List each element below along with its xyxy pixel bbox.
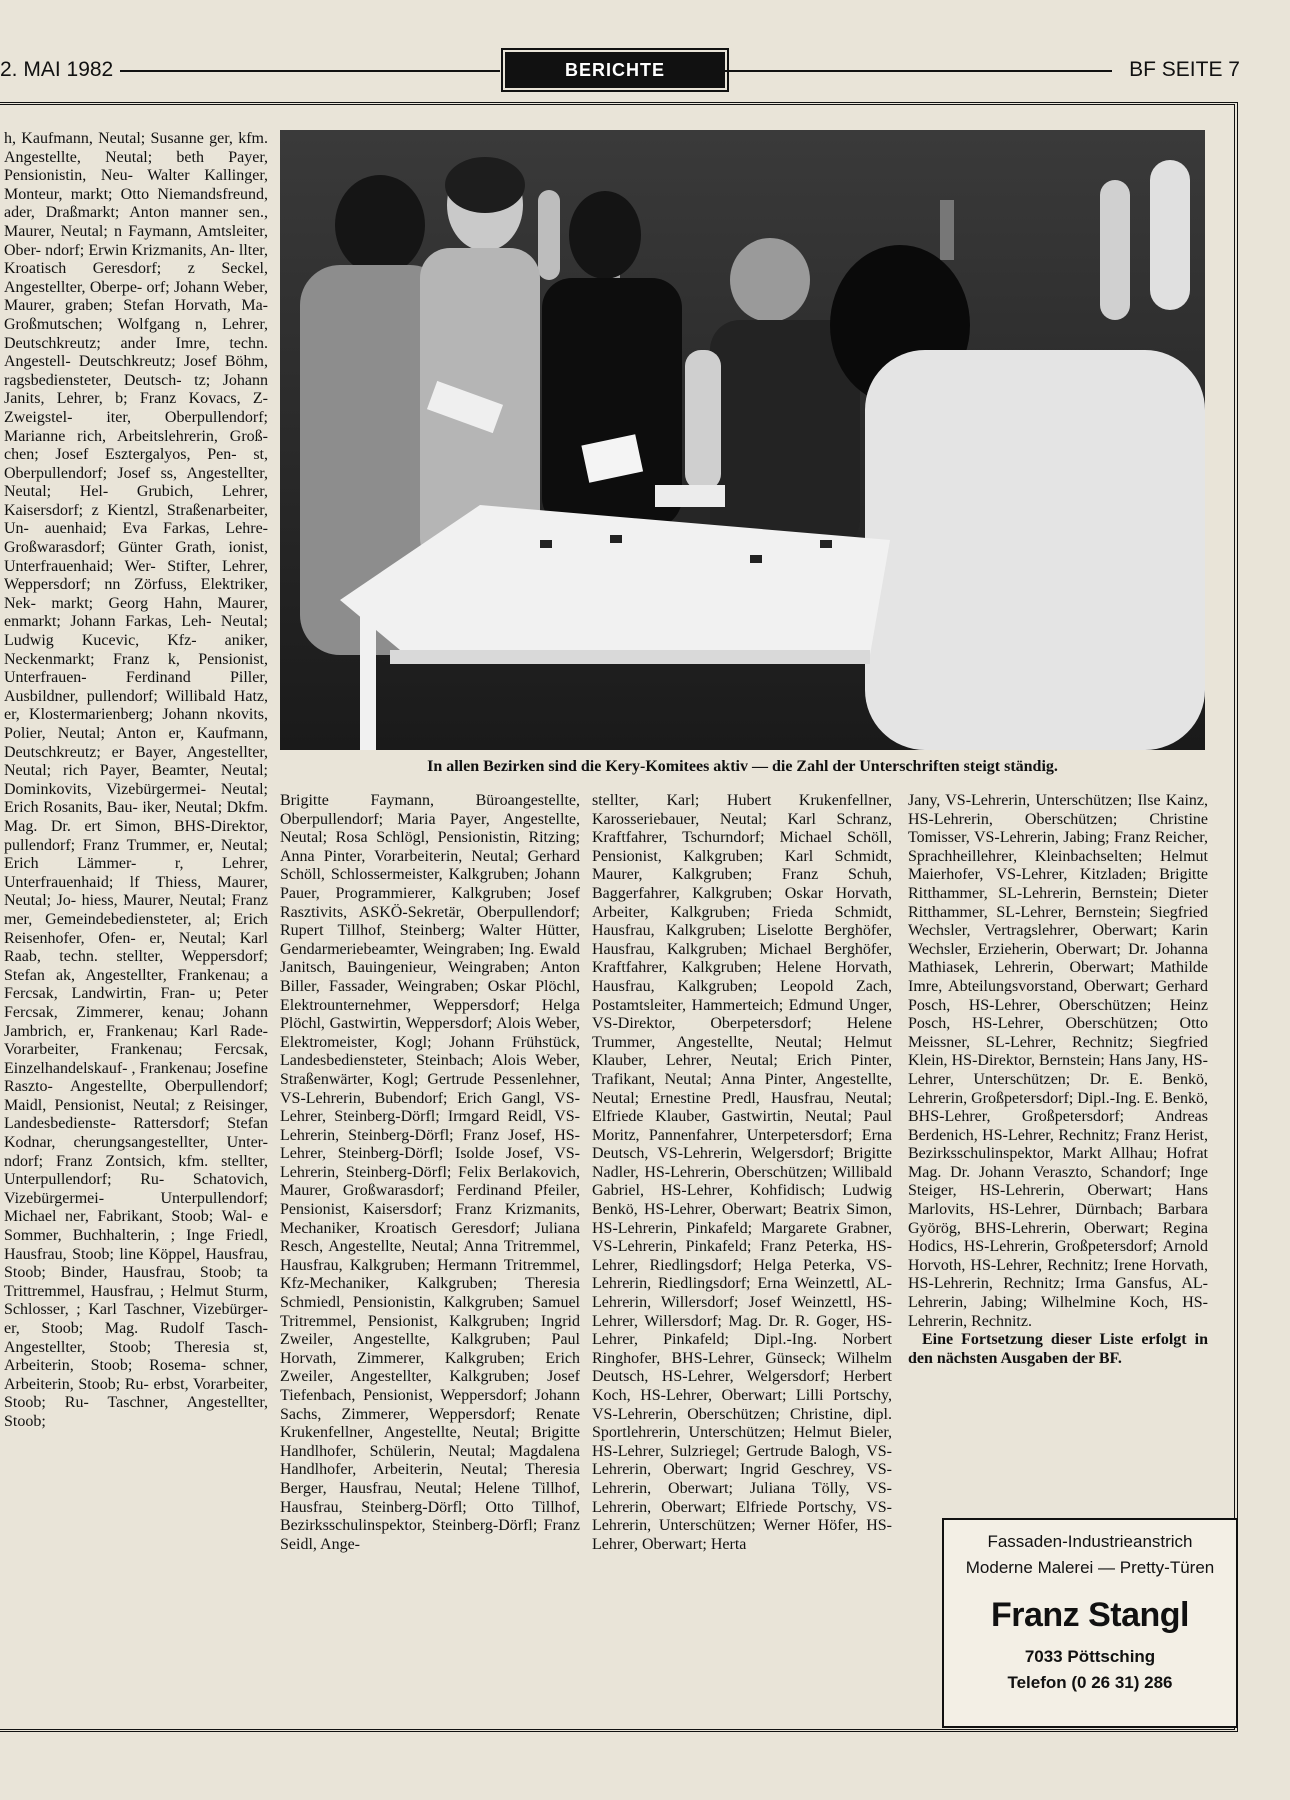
ad-phone: Telefon (0 26 31) 286 — [1007, 1673, 1173, 1692]
text-column-2 — [280, 792, 580, 1554]
photo-illustration — [280, 130, 1205, 750]
issue-date: 2. MAI 1982 — [0, 58, 114, 81]
photo-caption: In allen Bezirken sind die Kery-Komitees aktiv — die Zahl der Unterschriften steigt ständig. — [427, 758, 1058, 775]
page-number: BF SEITE 7 — [1129, 58, 1240, 81]
column-1-text: h, Kaufmann, Neutal; Susanne ger, kfm. Angestellte, Neutal; beth Payer, Pensionistin, Neu- Walter Kallinger, Monteur, markt; Otto Niemandsfreund, ader, Draßmarkt; Anton manner sen., Maurer, Neutal; n Faymann, Amtsleiter, Ober- ndorf; Erwin Krizmanits, An- llter, Kroatisch Geresdorf; z Seckel, Angestellter, Oberpe- orf; Johann Weber, Maurer, graben; Stefan Horvath, Ma- Großmutschen; Wolfgang n, Lehrer, Deutschkreutz; ander Imre, techn. Angestell- Deutschkreutz; Josef Böhm, ragsbediensteter, Deutsch- tz; Johann Janits, Lehrer, b; Franz Kovacs, Z-Zweigstel- iter, Oberpullendorf; Marianne rich, Arbeitslehrerin, Groß- chen; Josef Esztergalyos, Pen- st, Oberpullendorf; Josef ss, Angestellter, Neutal; Hel- Grubich, Lehrer, Kaisersdorf; z Kientzl, Straßenarbeiter, Un- auenhaid; Eva Farkas, Lehre- Großwarasdorf; Günter Grath, ionist, Unterfrauenhaid; Wer- Stifter, Lehrer, Weppersdorf; nn Zörfuss, Elektriker, Nek- markt; Georg Hahn, Maurer, enmarkt; Johann Farkas, Leh- Neutal; Ludwig Kucevic, Kfz- aniker, Neckenmarkt; Franz k, Pensionist, Unterfrauen- Ferdinand Piller, Ausbildner, pullendorf; Willibald Hatz, er, Klostermarienberg; Johann nkovits, Polier, Neutal; Anton er, Kaufmann, Deutschkreutz; er Bayer, Angestellter, Neutal; rich Payer, Beamter, Neutal; Dominkovits, Vizebürgermei- Neutal; Erich Rosanits, Bau- iker, Neutal; Dkfm. Mag. Dr. ert Simon, BHS-Direktor, pullendorf; Franz Trummer, er, Neutal; Erich Lämmer- r, Lehrer, Unterfrauenhaid; lf Thiess, Maurer, Neutal; Jo- hiess, Maurer, Neutal; Franz mer, Gemeindebediensteter, al; Erich Reisenhofer, Ofen- er, Neutal; Karl Raab, techn. stellter, Weppersdorf; Stefan ak, Angestellter, Frankenau; a Fercsak, Landwirtin, Fran- u; Peter Fercsak, Zimmerer, kenau; Johann Jambrich, er, Frankenau; Karl Rade- Vorarbeiter, Frankenau; Fercsak, Einzelhandelskauf- , Frankenau; Josefine Raszto- Angestellte, Oberpullendorf; Maidl, Pensionist, Neutal; z Reisinger, Landesbedienste- Rattersdorf; Stefan Kodnar, cherungsangestellter, Unter- ndorf; Franz Zontsich, kfm. stellter, Unterpullendorf; Ru- Schatovich, Vizebürgermei- Unterpullendorf; Michael ner, Fabrikant, Stoob; Wal- e Sommer, Buchhalterin, ; Inge Friedl, Hausfrau, Stoob; line Köppel, Hausfrau, Stoob; Binder, Hausfrau, Stoob; ta Trittremmel, Hausfrau, ; Helmut Sturm, Schlosser, ; Karl Taschner, Vizebürger- er, Stoob; Mag. Rudolf Tasch- Angestellter, Stoob; Theresia st, Arbeiterin, Stoob; Rosema- schner, Arbeiterin, Stoob; Ru- erbst, Vorarbeiter, Stoob; Ru- Taschner, Angestellter, Stoob; — [4, 130, 268, 1430]
ad-line-2: Moderne Malerei — Pretty-Türen — [965, 1558, 1215, 1577]
text-column-1 — [4, 130, 268, 1715]
text-column-4 — [908, 792, 1208, 1368]
header-rule-left — [120, 70, 500, 72]
ad-address: 7033 Pöttsching — [1024, 1647, 1156, 1666]
column-3-text: stellter, Karl; Hubert Krukenfellner, Karosseriebauer, Neutal; Karl Schranz, Kraftfahrer, Tschurndorf; Michael Schöll, Pensionist, Kalkgruben; Karl Schmidt, Maurer, Kalkgruben; Franz Schuh, Baggerfahrer, Kalkgruben; Oskar Horvath, Arbeiter, Kalkgruben; Frieda Schmidt, Hausfrau, Kalkgruben; Liselotte Berghöfer, Hausfrau, Kalkgruben; Michael Berghöfer, Kraftfahrer, Kalkgruben; Helene Horvath, Hausfrau, Kalkgruben; Leopold Zach, Postamtsleiter, Hammerteich; Edmund Unger, VS-Direktor, Oberpetersdorf; Helene Trummer, Angestellte, Neutal; Helmut Klauber, Lehrer, Neutal; Erich Pinter, Trafikant, Neutal; Anna Pinter, Angestellte, Neutal; Ernestine Predl, Hausfrau, Neutal; Elfriede Klauber, Gastwirtin, Neutal; Paul Moritz, Pannenfahrer, Unterpetersdorf; Erna Deutsch, VS-Lehrerin, Welgersdorf; Brigitte Nadler, HS-Lehrerin, Oberschützen; Willibald Gabriel, HS-Lehrer, Kohfidisch; Ludwig Benkö, HS-Lehrer, Oberwart; Beatrix Simon, HS-Lehrerin, Pinkafeld; Margarete Grabner, VS-Lehrerin, Pinkafeld; Franz Peterka, HS-Lehrer, Riedlingsdorf; Helga Peterka, VS-Lehrerin, Riedlingsdorf; Erna Weinzettl, AL-Lehrerin, Willersdorf; Josef Weinzettl, HS-Lehrer, Willersdorf; Mag. Dr. R. Goger, HS-Lehrer, Pinkafeld; Dipl.-Ing. Norbert Ringhofer, BHS-Lehrer, Günseck; Wilhelm Deutsch, HS-Lehrer, Welgersdorf; Herbert Koch, HS-Lehrer, Oberwart; Lilli Portschy, VS-Lehrerin, Oberschützen; Christine, dipl. Sportlehrerin, Unterschützen; Helmut Bieler, HS-Lehrer, Sulzriegel; Gertrude Balogh, VS-Lehrerin, Oberwart; Ingrid Geschrey, VS-Lehrerin, Oberwart; Juliana Tölly, VS-Lehrerin, Oberwart; Elfriede Portschy, VS-Lehrerin, Unterschützen; Werner Höfer, HS-Lehrer, Oberwart; Herta — [592, 792, 892, 1553]
header-rule-right — [724, 70, 1112, 72]
ad-line-1: Fassaden-Industrieanstrich — [987, 1532, 1193, 1551]
text-column-3 — [592, 792, 892, 1554]
column-2-text: Brigitte Faymann, Büroangestellte, Oberpullendorf; Maria Payer, Angestellte, Neutal; Rosa Schlögl, Pensionistin, Ritzing; Anna Pinter, Vorarbeiterin, Neutal; Gerhard Schöll, Schlossermeister, Kalkgruben; Johann Pauer, Programmierer, Kalkgruben; Josef Rasztivits, ASKÖ-Sekretär, Oberpullendorf; Rupert Tillhof, Steinberg; Walter Hütter, Gendarmeriebeamter, Weingraben; Ing. Ewald Janitsch, Bauingenieur, Weingraben; Anton Biller, Fassader, Weingraben; Oskar Plöchl, Elektrounternehmer, Weppersdorf; Helga Plöchl, Gastwirtin, Weppersdorf; Alois Weber, Elektromeister, Kogl; Johann Frühstück, Landesbediensteter, Steinbach; Alois Weber, Straßenwärter, Kogl; Gertrude Pessenlehner, VS-Lehrerin, Bubendorf; Erich Gangl, VS-Lehrer, Steinberg-Dörfl; Irmgard Reidl, VS-Lehrerin, Steinberg-Dörfl; Franz Josef, HS-Lehrer, Steinberg-Dörfl; Isolde Josef, VS-Lehrerin, Steinberg-Dörfl; Felix Berlakovich, Maurer, Großwarasdorf; Ferdinand Pfeiler, Pensionist, Kaisersdorf; Franz Krizmanits, Mechaniker, Kroatisch Geresdorf; Juliana Resch, Angestellte, Neutal; Anna Tritremmel, Hausfrau, Kalkgruben; Hermann Tritremmel, Kfz-Mechaniker, Kalkgruben; Theresia Schmiedl, Pensionistin, Kalkgruben; Samuel Tritremmel, Pensionist, Kalkgruben; Ingrid Zweiler, Angestellte, Kalkgruben; Paul Horvath, Zimmerer, Kalkgruben; Erich Zweiler, Angestellter, Kalkgruben; Josef Tiefenbach, Pensionist, Weppersdorf; Johann Sachs, Zimmerer, Weppersdorf; Renate Krukenfellner, Angestellte, Neutal; Brigitte Handlhofer, Schülerin, Neutal; Magdalena Handlhofer, Arbeiterin, Neutal; Theresia Berger, Hausfrau, Neutal; Helene Tillhof, Hausfrau, Steinberg-Dörfl; Otto Tillhof, Bezirksschulinspektor, Steinberg-Dörfl; Franz Seidl, Ange- — [280, 792, 580, 1553]
ad-company-name: Franz Stangl — [990, 1596, 1190, 1634]
continuation-note: Eine Fortsetzung dieser Liste erfolgt in den nächsten Ausgaben der BF. — [908, 1331, 1208, 1367]
news-photo — [280, 130, 1205, 750]
page-header — [0, 52, 1240, 90]
advertisement-box — [942, 1518, 1238, 1728]
column-4-text: Jany, VS-Lehrerin, Unterschützen; Ilse Kainz, HS-Lehrerin, Oberschützen; Christine Tomisser, VS-Lehrerin, Jabing; Franz Reicher, Sprachheillehrer, Kleinbachselten; Helmut Maierhofer, VS-Lehrer, Kitzladen; Brigitte Ritthammer, SL-Lehrerin, Bernstein; Dieter Ritthammer, SL-Lehrer, Bernstein; Siegfried Wechsler, Vertragslehrer, Oberwart; Karin Wechsler, Erzieherin, Oberwart; Dr. Johanna Mathiasek, Lehrerin, Oberwart; Mathilde Imre, Abteilungsvorstand, Oberwart; Gerhard Posch, HS-Lehrer, Oberschützen; Heinz Posch, HS-Lehrer, Oberschützen; Otto Meissner, SL-Lehrer, Rechnitz; Siegfried Klein, HS-Direktor, Bernstein; Hans Jany, HS-Lehrer, Unterschützen; Dr. E. Benkö, Lehrerin, Großpetersdorf; Dipl.-Ing. E. Benkö, BHS-Lehrer, Großpetersdorf; Andreas Berdenich, HS-Lehrer, Rechnitz; Franz Herist, Bezirksschulinspektor, Markt Allhau; Hofrat Mag. Dr. Johann Veraszto, Schandorf; Inge Steiger, HS-Lehrerin, Oberwart; Hans Marlovits, HS-Lehrer, Dürnbach; Barbara Györög, BHS-Lehrerin, Oberwart; Regina Hodics, HS-Lehrerin, Großpetersdorf; Arnold Horvoth, HS-Lehrer, Rechnitz; Irene Horvath, HS-Lehrerin, Rechnitz; Irma Gansfus, AL-Lehrerin, Jabing; Wilhelmine Koch, HS-Lehrerin, Rechnitz. — [908, 792, 1208, 1330]
section-label: BERICHTE — [505, 52, 725, 88]
